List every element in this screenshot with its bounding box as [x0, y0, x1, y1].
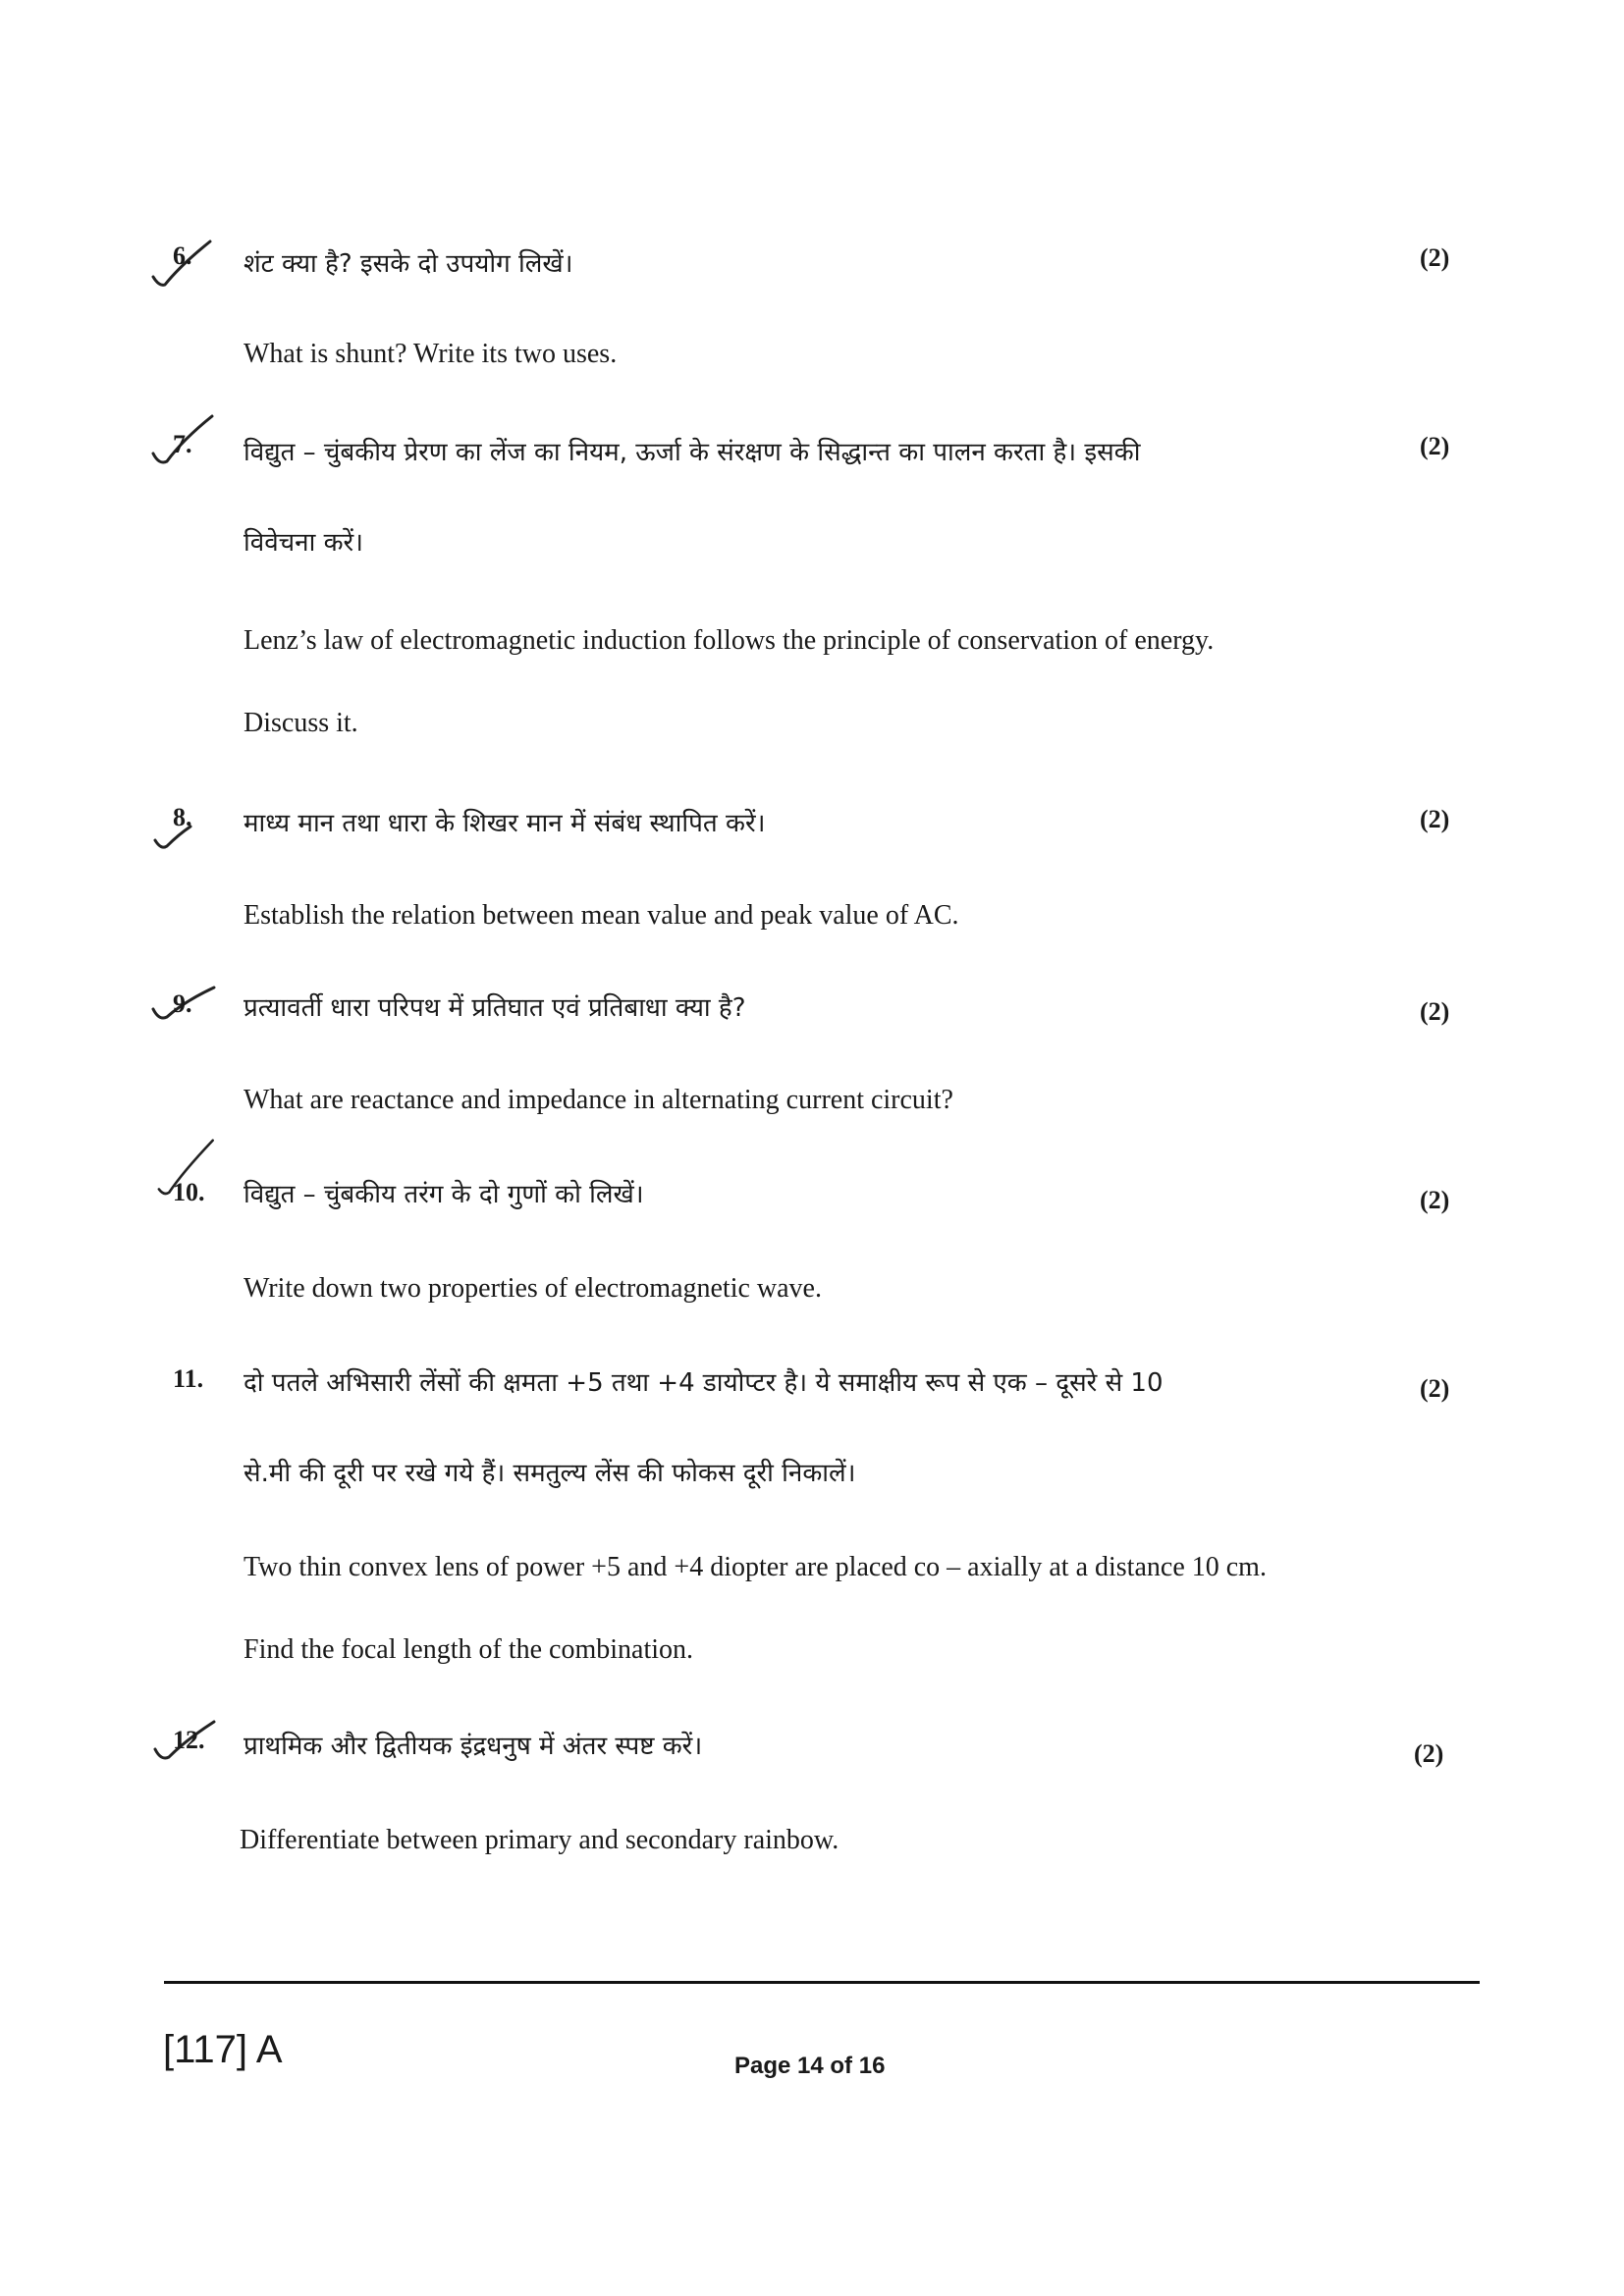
question-number: 9.	[173, 989, 192, 1018]
question-number: 10.	[173, 1178, 205, 1206]
question-hindi-line: शंट क्या है? इसके दो उपयोग लिखें।	[244, 249, 573, 279]
footer-divider	[164, 1981, 1480, 1984]
question-hindi-line: प्राथमिक और द्वितीयक इंद्रधनुष में अंतर स्पष्ट करें।	[244, 1732, 703, 1761]
question-marks: (2)	[1420, 432, 1450, 460]
question-english-line: Two thin convex lens of power +5 and +4 diopter are placed co – axially at a distance 10 cm.	[244, 1552, 1267, 1582]
question-english-line: Lenz’s law of electromagnetic induction follows the principle of conservation of energy.	[244, 625, 1215, 656]
question-english-line: Write down two properties of electromagnetic wave.	[244, 1273, 822, 1304]
question-marks: (2)	[1414, 1739, 1444, 1768]
question-number: 8.	[173, 803, 192, 831]
question-marks: (2)	[1420, 997, 1450, 1026]
question-hindi-line: से.मी की दूरी पर रखे गये हैं। समतुल्य लेंस की फोकस दूरी निकालें।	[244, 1459, 856, 1488]
question-marks: (2)	[1420, 1374, 1450, 1403]
question-english-line: What is shunt? Write its two uses.	[244, 339, 618, 369]
question-hindi-line: माध्य मान तथा धारा के शिखर मान में संबंध स्थापित करें।	[244, 809, 766, 838]
question-number: 6.	[173, 241, 192, 270]
question-hindi-line: विद्युत – चुंबकीय तरंग के दो गुणों को लिखें।	[244, 1180, 644, 1209]
paper-code: [117] A	[163, 2028, 283, 2071]
question-english-line: Discuss it.	[244, 708, 358, 738]
question-number: 12.	[173, 1726, 205, 1754]
question-marks: (2)	[1420, 805, 1450, 833]
question-number: 11.	[173, 1364, 204, 1393]
question-english-line: Find the focal length of the combination.	[244, 1634, 694, 1665]
question-hindi-line: विद्युत – चुंबकीय प्रेरण का लेंज का नियम, ऊर्जा के संरक्षण के सिद्धान्त का पालन करता है। इसकी	[244, 438, 1141, 467]
page-number: Page 14 of 16	[734, 2053, 886, 2079]
question-marks: (2)	[1420, 1186, 1450, 1214]
question-english-line: What are reactance and impedance in alternating current circuit?	[244, 1085, 953, 1115]
question-number: 7.	[173, 430, 192, 458]
question-marks: (2)	[1420, 243, 1450, 272]
question-english-line: Establish the relation between mean value and peak value of AC.	[244, 900, 959, 931]
question-hindi-line: विवेचना करें।	[244, 528, 364, 558]
question-english-line: Differentiate between primary and secondary rainbow.	[240, 1825, 839, 1855]
question-hindi-line: प्रत्यावर्ती धारा परिपथ में प्रतिघात एवं प्रतिबाधा क्या है?	[244, 993, 746, 1023]
question-hindi-line: दो पतले अभिसारी लेंसों की क्षमता +5 तथा +4 डायोप्टर है। ये समाक्षीय रूप से एक – दूसरे से 10	[244, 1368, 1164, 1398]
